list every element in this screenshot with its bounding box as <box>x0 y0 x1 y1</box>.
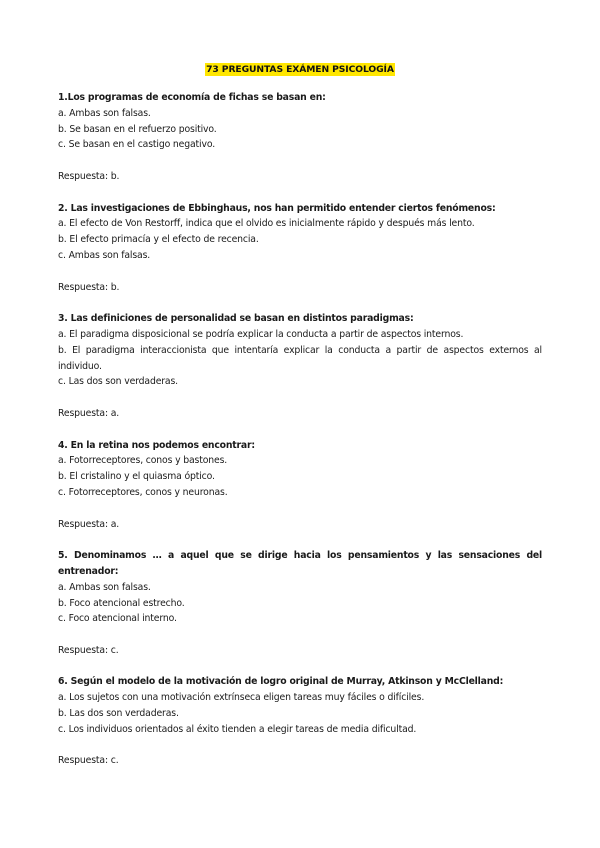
answer-text: Respuesta: c. <box>58 644 119 656</box>
spacer <box>58 390 542 406</box>
document-title: 73 PREGUNTAS EXÁMEN PSICOLOGÍA <box>206 64 394 75</box>
answer-text: Respuesta: b. <box>58 281 120 293</box>
question-block <box>58 201 542 312</box>
answer-text: Respuesta: a. <box>58 407 120 419</box>
option-a: a. El efecto de Von Restorff, indica que el olvido es inicialmente rápido y después más lento. <box>58 218 475 230</box>
spacer <box>58 501 542 517</box>
spacer <box>58 185 542 201</box>
question-text: 1.Los programas de economía de fichas se basan en: <box>58 92 326 103</box>
option-b: b. El efecto primacía y el efecto de recencia. <box>58 234 259 246</box>
option-c: c. Foco atencional interno. <box>58 613 177 625</box>
option-a: a. Ambas son falsas. <box>58 107 151 119</box>
questions-list <box>58 90 542 769</box>
option-c: c. Los individuos orientados al éxito tienden a elegir tareas de media dificultad. <box>58 723 417 735</box>
option-b: b. El paradigma interaccionista que intentaría explicar la conducta a partir de aspectos externos al individuo. <box>58 344 542 372</box>
option-b: b. Foco atencional estrecho. <box>58 597 185 609</box>
option-a: a. Los sujetos con una motivación extrínseca eligen tareas muy fáciles o difíciles. <box>58 692 425 704</box>
question-text: 4. En la retina nos podemos encontrar: <box>58 439 255 451</box>
answer-text: Respuesta: a. <box>58 518 120 530</box>
option-c: c. Ambas son falsas. <box>58 249 151 261</box>
option-b: b. El cristalino y el quiasma óptico. <box>58 471 215 483</box>
question-text: 6. Según el modelo de la motivación de logro original de Murray, Atkinson y McClelland: <box>58 676 504 688</box>
answer-text: Respuesta: c. <box>58 755 119 767</box>
question-text: 5. Denominamos … a aquel que se dirige hacia los pensamientos y las sensaciones del entrenador: <box>58 550 542 577</box>
answer-text: Respuesta: b. <box>58 170 120 182</box>
question-block <box>58 90 542 201</box>
question-block <box>58 311 542 437</box>
question-block <box>58 674 542 769</box>
spacer <box>58 627 542 643</box>
title-wrapper <box>0 57 600 76</box>
spacer <box>58 264 542 280</box>
option-a: a. El paradigma disposicional se podría explicar la conducta a partir de aspectos internos. <box>58 328 464 340</box>
question-block <box>58 548 542 674</box>
spacer <box>58 738 542 754</box>
option-b: b. Se basan en el refuerzo positivo. <box>58 123 217 135</box>
question-text: 3. Las definiciones de personalidad se basan en distintos paradigmas: <box>58 313 414 325</box>
option-a: a. Fotorreceptores, conos y bastones. <box>58 455 228 467</box>
option-c: c. Las dos son verdaderas. <box>58 376 178 388</box>
option-a: a. Ambas son falsas. <box>58 581 151 593</box>
option-c: c. Fotorreceptores, conos y neuronas. <box>58 486 228 498</box>
option-b: b. Las dos son verdaderas. <box>58 708 179 720</box>
question-block <box>58 438 542 549</box>
spacer <box>58 532 542 548</box>
spacer <box>58 295 542 311</box>
spacer <box>58 422 542 438</box>
spacer <box>58 153 542 169</box>
option-c: c. Se basan en el castigo negativo. <box>58 139 216 151</box>
question-text: 2. Las investigaciones de Ebbinghaus, nos han permitido entender ciertos fenómenos: <box>58 202 496 214</box>
spacer <box>58 659 542 675</box>
